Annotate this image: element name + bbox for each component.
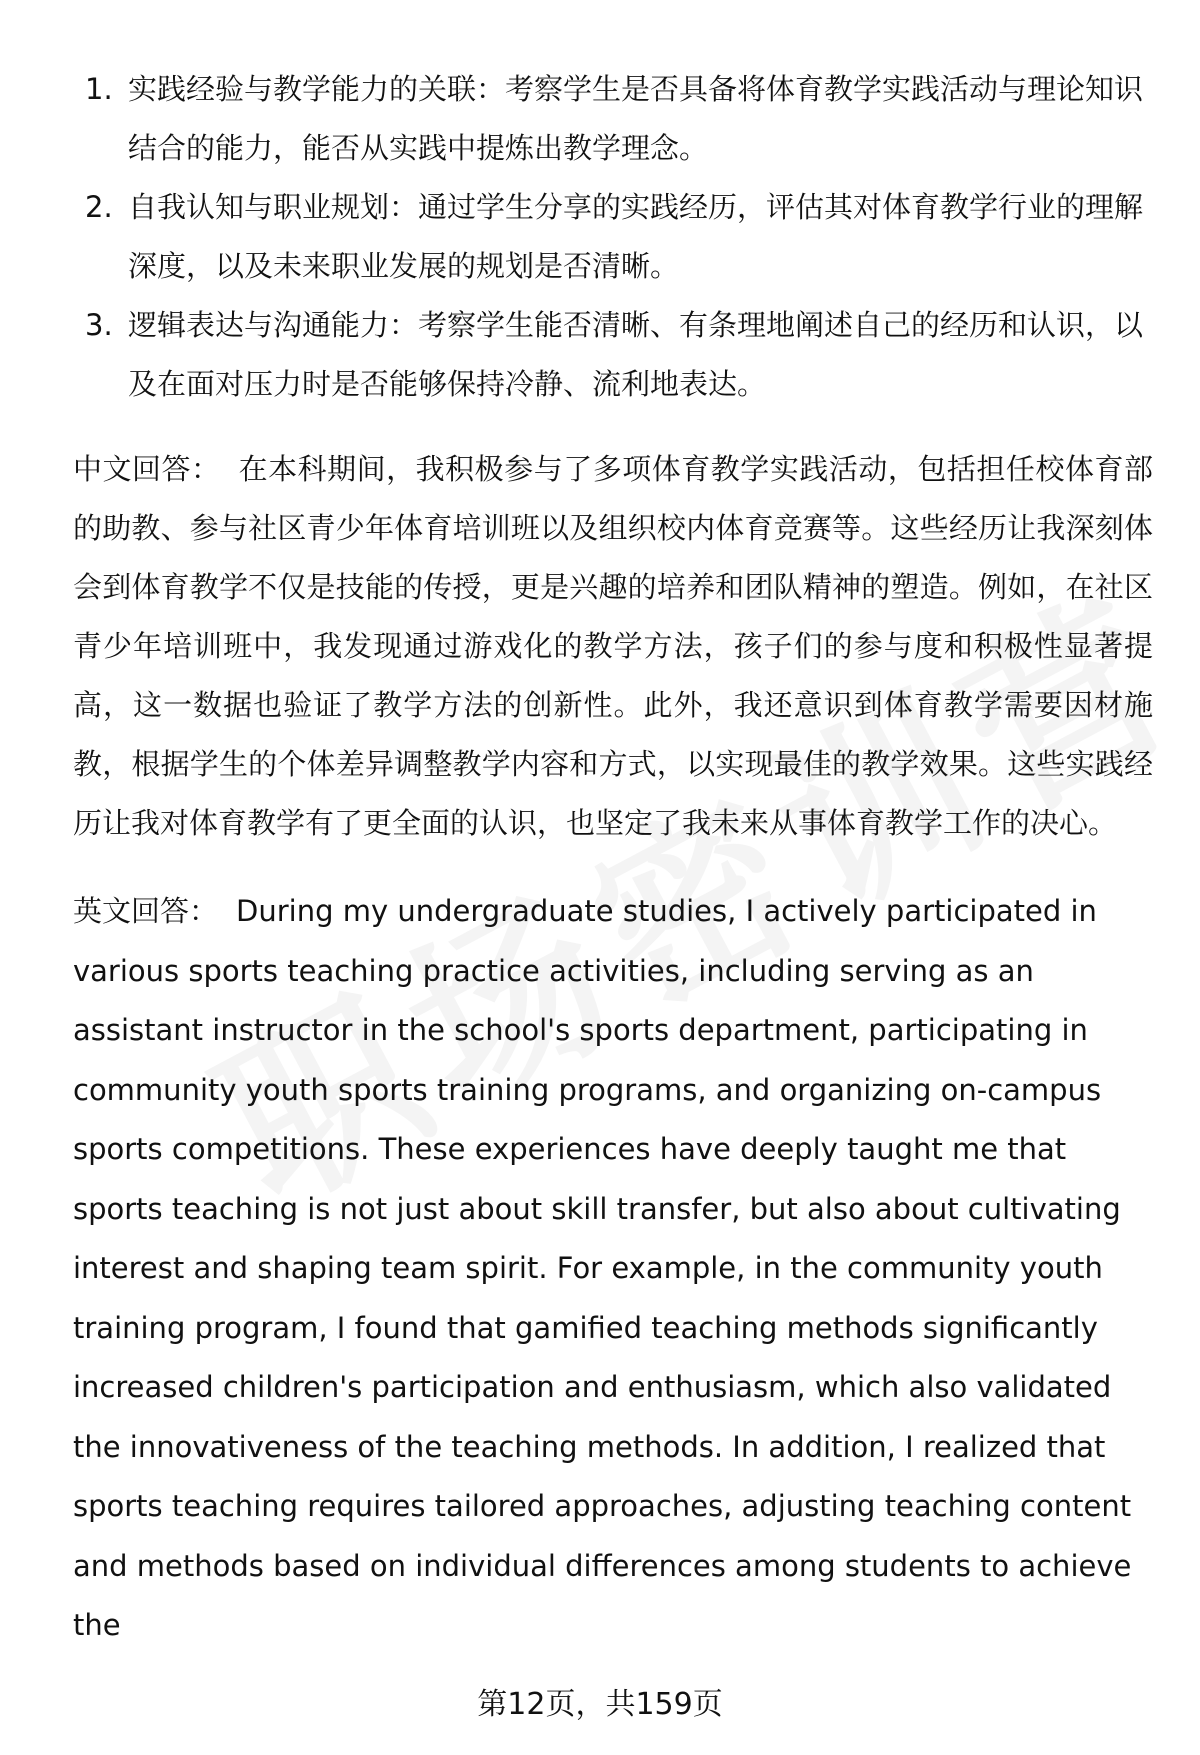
page-content xyxy=(73,60,1153,1685)
page-number-footer: 第12页，共159页 xyxy=(477,1687,723,1722)
list-item-number: 2. xyxy=(85,190,113,224)
list-item xyxy=(73,60,1153,178)
english-answer-paragraph xyxy=(73,882,1153,1656)
list-item-number: 3. xyxy=(85,308,113,342)
list-item-text: 实践经验与教学能力的关联：考察学生是否具备将体育教学实践活动与理论知识结合的能力，能否从实践中提炼出教学理念。 xyxy=(128,72,1144,165)
english-answer-text: During my undergraduate studies, I actively participated in various sports teaching practice activities, including serving as an assistant instructor in the school's sports department, participating in community youth sports training programs, and organizing on-campus sports competitions. These experiences have deeply taught me that sports teaching is not just about skill transfer, but also about cultivating interest and shaping team spirit. For example, in the community youth training program, I found that gamified teaching methods significantly increased children's participation and enthusiasm, which also validated the innovativeness of the teaching methods. In addition, I realized that sports teaching requires tailored approaches, adjusting teaching content and methods based on individual differences among students to achieve the xyxy=(73,894,1132,1642)
list-item xyxy=(73,178,1153,296)
list-item xyxy=(73,296,1153,414)
list-item-text: 逻辑表达与沟通能力：考察学生能否清晰、有条理地阐述自己的经历和认识，以及在面对压力时是否能够保持冷静、流利地表达。 xyxy=(128,308,1144,401)
chinese-answer-text: 在本科期间，我积极参与了多项体育教学实践活动，包括担任校体育部的助教、参与社区青少年体育培训班以及组织校内体育竞赛等。这些经历让我深刻体会到体育教学不仅是技能的传授，更是兴趣的培养和团队精神的塑造。例如，在社区青少年培训班中，我发现通过游戏化的教学方法，孩子们的参与度和积极性显著提高，这一数据也验证了教学方法的创新性。此外，我还意识到体育教学需要因材施教，根据学生的个体差异调整教学内容和方式，以实现最佳的教学效果。这些实践经历让我对体育教学有了更全面的认识，也坚定了我未来从事体育教学工作的决心。 xyxy=(73,452,1153,840)
list-item-number: 1. xyxy=(85,72,113,106)
evaluation-criteria-list xyxy=(73,60,1153,414)
chinese-answer-label: 中文回答： xyxy=(73,452,221,486)
english-answer-label: 英文回答： xyxy=(73,894,219,928)
list-item-text: 自我认知与职业规划：通过学生分享的实践经历，评估其对体育教学行业的理解深度，以及未来职业发展的规划是否清晰。 xyxy=(128,190,1144,283)
chinese-answer-paragraph xyxy=(73,440,1153,853)
